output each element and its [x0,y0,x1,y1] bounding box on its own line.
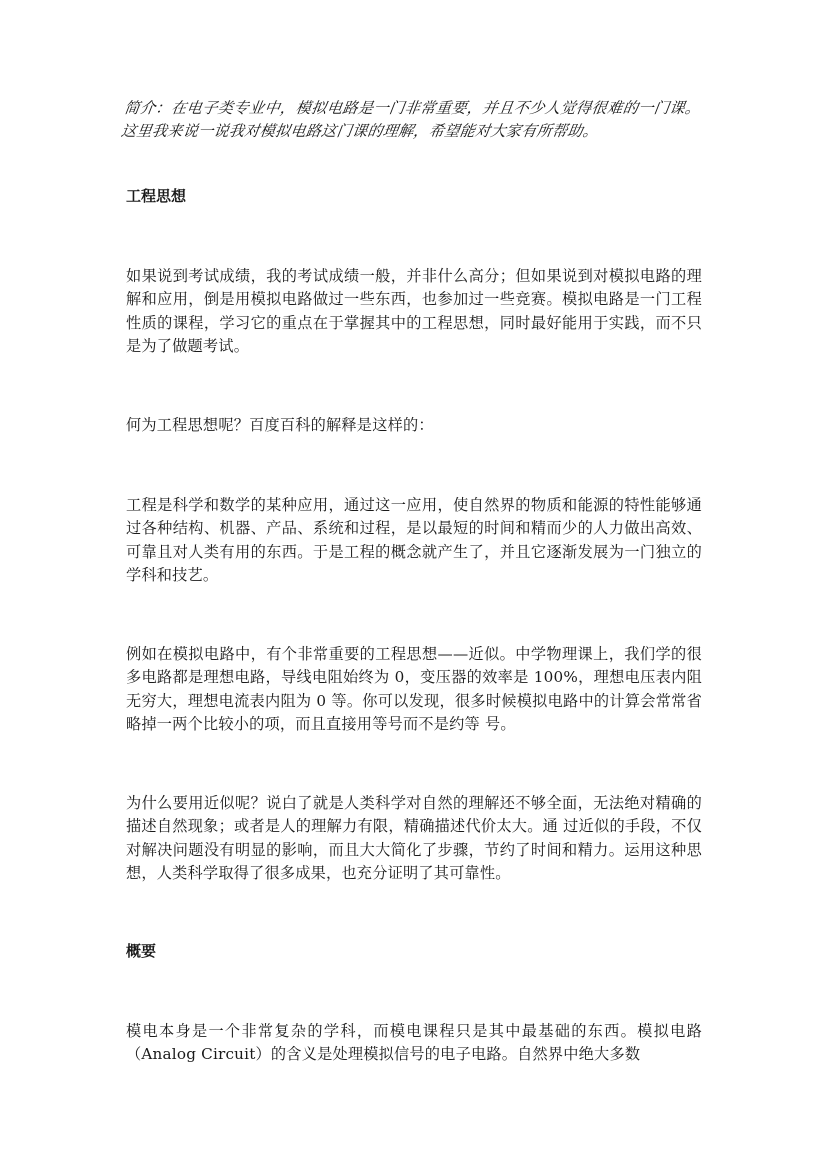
section-heading-overview: 概要 [126,942,157,960]
paragraph-why-approximation: 为什么要用近似呢？说白了就是人类科学对自然的理解还不够全面，无法绝对精确的描述自然现象；或者是人的理解力有限，精确描述代价太大。通 过近似的手段，不仅对解决问题没有明显的影响，而且大大简化了步骤，节约了时间和精力。运用这种思想，人类科学取得了很多成果，也充分证明了其可靠性。 [126,794,702,883]
intro-paragraph: 简介：在电子类专业中，模拟电路是一门非常重要，并且不少人觉得很难的一门课。这里我来说一说我对模拟电路这门课的理解，希望能对大家有所帮助。 [119,99,702,141]
paragraph-engineering-definition: 工程是科学和数学的某种应用，通过这一应用，使自然界的物质和能源的特性能够通过各种结构、机器、产品、系统和过程，是以最短的时间和精而少的人力做出高效、可靠且对人类有用的东西。于是工程的概念就产生了，并且它逐渐发展为一门独立的学科和技艺。 [126,496,702,585]
paragraph-baidu-question: 何为工程思想呢？百度百科的解释是这样的： [126,416,434,434]
paragraph-approximation-example: 例如在模拟电路中，有个非常重要的工程思想——近似。中学物理课上，我们学的很多电路都是理想电路，导线电阻始终为 0，变压器的效率是 100%，理想电压表内阻无穷大，理想电流表内阻为 0 等。你可以发现，很多时候模拟电路中的计算会常常省略掉一两个比较小的项，而且直接用等号而不是约等 号。 [126,645,702,734]
section-heading-engineering-thinking: 工程思想 [126,187,187,205]
paragraph-analog-overview: 模电本身是一个非常复杂的学科，而模电课程只是其中最基础的东西。模拟电路（Analog Circuit）的含义是处理模拟信号的电子电路。自然界中绝大多数 [126,1022,702,1064]
paragraph-exam-and-engineering: 如果说到考试成绩，我的考试成绩一般，并非什么高分；但如果说到对模拟电路的理解和应用，倒是用模拟电路做过一些东西，也参加过一些竞赛。模拟电路是一门工程性质的课程，学习它的重点在于掌握其中的工程思想，同时最好能用于实践，而不只是为了做题考试。 [126,267,702,356]
